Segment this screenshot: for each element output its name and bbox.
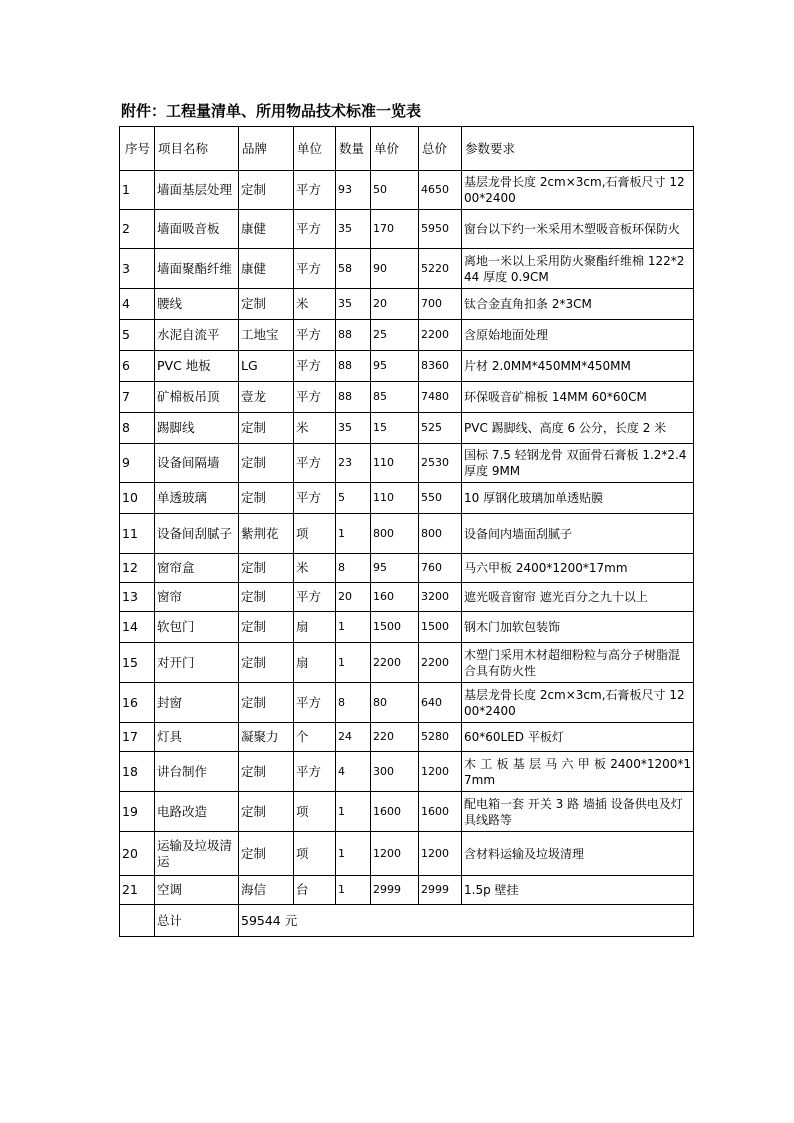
row-name: 踢脚线 xyxy=(155,413,239,444)
row-qty: 5 xyxy=(336,483,371,514)
table-row xyxy=(120,554,694,583)
row-name: 矿棉板吊顶 xyxy=(155,382,239,413)
table-row xyxy=(120,514,694,554)
row-total: 550 xyxy=(419,483,462,514)
row-price: 50 xyxy=(371,171,419,210)
row-no: 15 xyxy=(120,643,155,683)
table-row xyxy=(120,351,694,382)
row-name: 墙面基层处理 xyxy=(155,171,239,210)
table-row xyxy=(120,643,694,683)
row-no: 7 xyxy=(120,382,155,413)
row-total: 1500 xyxy=(419,612,462,643)
row-total: 4650 xyxy=(419,171,462,210)
row-unit: 平方 xyxy=(294,444,336,483)
row-name: 腰线 xyxy=(155,289,239,320)
row-total: 700 xyxy=(419,289,462,320)
row-qty: 1 xyxy=(336,514,371,554)
header-brand: 品牌 xyxy=(239,127,294,171)
row-total: 1200 xyxy=(419,832,462,876)
row-brand: 定制 xyxy=(239,483,294,514)
row-unit: 项 xyxy=(294,514,336,554)
header-seq: 序号 xyxy=(120,127,155,171)
row-qty: 8 xyxy=(336,554,371,583)
row-price: 1500 xyxy=(371,612,419,643)
row-unit: 平方 xyxy=(294,483,336,514)
table-row xyxy=(120,210,694,249)
row-brand: 定制 xyxy=(239,643,294,683)
table-row xyxy=(120,171,694,210)
row-name: 水泥自流平 xyxy=(155,320,239,351)
row-unit: 米 xyxy=(294,289,336,320)
row-brand: 壹龙 xyxy=(239,382,294,413)
row-qty: 1 xyxy=(336,612,371,643)
row-qty: 93 xyxy=(336,171,371,210)
row-unit: 平方 xyxy=(294,583,336,612)
table-row xyxy=(120,413,694,444)
table-row xyxy=(120,289,694,320)
row-price: 80 xyxy=(371,683,419,723)
row-spec: 60*60LED 平板灯 xyxy=(462,723,694,752)
row-unit: 个 xyxy=(294,723,336,752)
row-no: 18 xyxy=(120,752,155,792)
row-price: 25 xyxy=(371,320,419,351)
summary-value: 59544 元 xyxy=(239,905,694,937)
table-row xyxy=(120,752,694,792)
row-name: 软包门 xyxy=(155,612,239,643)
table-row xyxy=(120,444,694,483)
row-name: 设备间隔墙 xyxy=(155,444,239,483)
table-row xyxy=(120,612,694,643)
row-no: 8 xyxy=(120,413,155,444)
row-total: 1200 xyxy=(419,752,462,792)
row-qty: 35 xyxy=(336,289,371,320)
row-name: 墙面吸音板 xyxy=(155,210,239,249)
row-qty: 88 xyxy=(336,351,371,382)
row-name: 墙面聚酯纤维 xyxy=(155,249,239,289)
row-total: 1600 xyxy=(419,792,462,832)
table-row xyxy=(120,483,694,514)
table-row xyxy=(120,723,694,752)
row-no: 11 xyxy=(120,514,155,554)
row-brand: 工地宝 xyxy=(239,320,294,351)
row-unit: 扇 xyxy=(294,612,336,643)
row-total: 5280 xyxy=(419,723,462,752)
table-row xyxy=(120,583,694,612)
row-brand: 定制 xyxy=(239,554,294,583)
row-qty: 8 xyxy=(336,683,371,723)
row-name: 灯具 xyxy=(155,723,239,752)
row-spec: 10 厚钢化玻璃加单透贴膜 xyxy=(462,483,694,514)
row-brand: 定制 xyxy=(239,583,294,612)
row-no: 6 xyxy=(120,351,155,382)
row-total: 2999 xyxy=(419,876,462,905)
row-no: 2 xyxy=(120,210,155,249)
row-no: 14 xyxy=(120,612,155,643)
header-unit: 单位 xyxy=(294,127,336,171)
row-brand: 定制 xyxy=(239,171,294,210)
row-unit: 项 xyxy=(294,792,336,832)
row-total: 5220 xyxy=(419,249,462,289)
row-unit: 平方 xyxy=(294,210,336,249)
row-qty: 1 xyxy=(336,792,371,832)
row-price: 20 xyxy=(371,289,419,320)
header-name: 项目名称 xyxy=(155,127,239,171)
row-qty: 20 xyxy=(336,583,371,612)
row-price: 1200 xyxy=(371,832,419,876)
row-no: 20 xyxy=(120,832,155,876)
summary-label: 总计 xyxy=(155,905,239,937)
row-qty: 1 xyxy=(336,643,371,683)
table-row xyxy=(120,876,694,905)
row-price: 2999 xyxy=(371,876,419,905)
table-row xyxy=(120,792,694,832)
row-price: 160 xyxy=(371,583,419,612)
row-no: 5 xyxy=(120,320,155,351)
row-total: 640 xyxy=(419,683,462,723)
summary-row xyxy=(120,905,694,937)
row-qty: 35 xyxy=(336,413,371,444)
row-total: 760 xyxy=(419,554,462,583)
row-no: 16 xyxy=(120,683,155,723)
row-brand: 定制 xyxy=(239,752,294,792)
row-no: 12 xyxy=(120,554,155,583)
row-no: 9 xyxy=(120,444,155,483)
row-brand: LG xyxy=(239,351,294,382)
row-spec: 环保吸音矿棉板 14MM 60*60CM xyxy=(462,382,694,413)
row-price: 110 xyxy=(371,483,419,514)
row-spec: 基层龙骨长度 2cm×3cm,石膏板尺寸 1200*2400 xyxy=(462,683,694,723)
row-price: 2200 xyxy=(371,643,419,683)
row-unit: 平方 xyxy=(294,382,336,413)
row-name: 空调 xyxy=(155,876,239,905)
row-spec: 含材料运输及垃圾清理 xyxy=(462,832,694,876)
row-price: 95 xyxy=(371,351,419,382)
row-name: 讲台制作 xyxy=(155,752,239,792)
row-total: 2530 xyxy=(419,444,462,483)
row-brand: 定制 xyxy=(239,413,294,444)
row-name: 封窗 xyxy=(155,683,239,723)
row-spec: 遮光吸音窗帘 遮光百分之九十以上 xyxy=(462,583,694,612)
row-spec: 木 工 板 基 层 马 六 甲 板 2400*1200*17mm xyxy=(462,752,694,792)
row-price: 220 xyxy=(371,723,419,752)
row-brand: 凝聚力 xyxy=(239,723,294,752)
row-price: 15 xyxy=(371,413,419,444)
row-qty: 58 xyxy=(336,249,371,289)
row-total: 8360 xyxy=(419,351,462,382)
row-spec: 国标 7.5 轻钢龙骨 双面骨石膏板 1.2*2.4 厚度 9MM xyxy=(462,444,694,483)
row-total: 800 xyxy=(419,514,462,554)
bill-of-quantities-table xyxy=(119,126,694,937)
row-brand: 定制 xyxy=(239,792,294,832)
row-no: 17 xyxy=(120,723,155,752)
row-brand: 定制 xyxy=(239,444,294,483)
row-no: 1 xyxy=(120,171,155,210)
row-brand: 康健 xyxy=(239,249,294,289)
row-unit: 扇 xyxy=(294,643,336,683)
row-unit: 平方 xyxy=(294,171,336,210)
row-spec: 设备间内墙面刮腻子 xyxy=(462,514,694,554)
row-spec: 钛合金直角扣条 2*3CM xyxy=(462,289,694,320)
header-spec: 参数要求 xyxy=(462,127,694,171)
row-qty: 88 xyxy=(336,382,371,413)
row-price: 300 xyxy=(371,752,419,792)
row-total: 525 xyxy=(419,413,462,444)
row-spec: 含原始地面处理 xyxy=(462,320,694,351)
row-price: 800 xyxy=(371,514,419,554)
row-qty: 23 xyxy=(336,444,371,483)
row-no: 13 xyxy=(120,583,155,612)
row-spec: 钢木门加软包装饰 xyxy=(462,612,694,643)
row-no: 19 xyxy=(120,792,155,832)
row-no: 10 xyxy=(120,483,155,514)
row-brand: 定制 xyxy=(239,683,294,723)
row-unit: 台 xyxy=(294,876,336,905)
table-row xyxy=(120,249,694,289)
row-price: 95 xyxy=(371,554,419,583)
row-price: 170 xyxy=(371,210,419,249)
row-unit: 项 xyxy=(294,832,336,876)
row-price: 1600 xyxy=(371,792,419,832)
header-price: 单价 xyxy=(371,127,419,171)
row-unit: 平方 xyxy=(294,683,336,723)
row-unit: 平方 xyxy=(294,351,336,382)
row-unit: 平方 xyxy=(294,320,336,351)
row-brand: 康健 xyxy=(239,210,294,249)
row-spec: 离地一米以上采用防火聚酯纤维棉 122*244 厚度 0.9CM xyxy=(462,249,694,289)
row-spec: PVC 踢脚线、高度 6 公分，长度 2 米 xyxy=(462,413,694,444)
row-price: 110 xyxy=(371,444,419,483)
row-name: 电路改造 xyxy=(155,792,239,832)
row-no: 4 xyxy=(120,289,155,320)
row-brand: 定制 xyxy=(239,612,294,643)
row-name: 运输及垃圾清运 xyxy=(155,832,239,876)
row-spec: 马六甲板 2400*1200*17mm xyxy=(462,554,694,583)
table-row xyxy=(120,832,694,876)
row-spec: 配电箱一套 开关 3 路 墙插 设备供电及灯具线路等 xyxy=(462,792,694,832)
row-brand: 定制 xyxy=(239,289,294,320)
row-brand: 紫荆花 xyxy=(239,514,294,554)
row-unit: 米 xyxy=(294,413,336,444)
table-header-row xyxy=(120,127,694,171)
row-unit: 米 xyxy=(294,554,336,583)
row-name: 设备间刮腻子 xyxy=(155,514,239,554)
summary-empty-cell xyxy=(120,905,155,937)
row-qty: 88 xyxy=(336,320,371,351)
row-unit: 平方 xyxy=(294,249,336,289)
row-qty: 35 xyxy=(336,210,371,249)
row-no: 3 xyxy=(120,249,155,289)
row-total: 3200 xyxy=(419,583,462,612)
row-spec: 基层龙骨长度 2cm×3cm,石膏板尺寸 1200*2400 xyxy=(462,171,694,210)
row-spec: 木塑门采用木材超细粉粒与高分子树脂混合具有防火性 xyxy=(462,643,694,683)
table-row xyxy=(120,382,694,413)
row-name: 对开门 xyxy=(155,643,239,683)
row-no: 21 xyxy=(120,876,155,905)
document-title: 附件：工程量清单、所用物品技术标准一览表 xyxy=(121,102,422,120)
row-total: 2200 xyxy=(419,320,462,351)
row-name: 窗帘 xyxy=(155,583,239,612)
row-price: 85 xyxy=(371,382,419,413)
row-brand: 定制 xyxy=(239,832,294,876)
row-name: 窗帘盒 xyxy=(155,554,239,583)
header-qty: 数量 xyxy=(336,127,371,171)
row-qty: 1 xyxy=(336,876,371,905)
row-brand: 海信 xyxy=(239,876,294,905)
row-qty: 4 xyxy=(336,752,371,792)
row-total: 7480 xyxy=(419,382,462,413)
row-qty: 24 xyxy=(336,723,371,752)
row-spec: 1.5p 壁挂 xyxy=(462,876,694,905)
table-row xyxy=(120,320,694,351)
row-qty: 1 xyxy=(336,832,371,876)
row-name: PVC 地板 xyxy=(155,351,239,382)
row-name: 单透玻璃 xyxy=(155,483,239,514)
header-total: 总价 xyxy=(419,127,462,171)
row-total: 2200 xyxy=(419,643,462,683)
row-spec: 窗台以下约一米采用木塑吸音板环保防火 xyxy=(462,210,694,249)
table-row xyxy=(120,683,694,723)
row-spec: 片材 2.0MM*450MM*450MM xyxy=(462,351,694,382)
row-total: 5950 xyxy=(419,210,462,249)
row-price: 90 xyxy=(371,249,419,289)
row-unit: 平方 xyxy=(294,752,336,792)
